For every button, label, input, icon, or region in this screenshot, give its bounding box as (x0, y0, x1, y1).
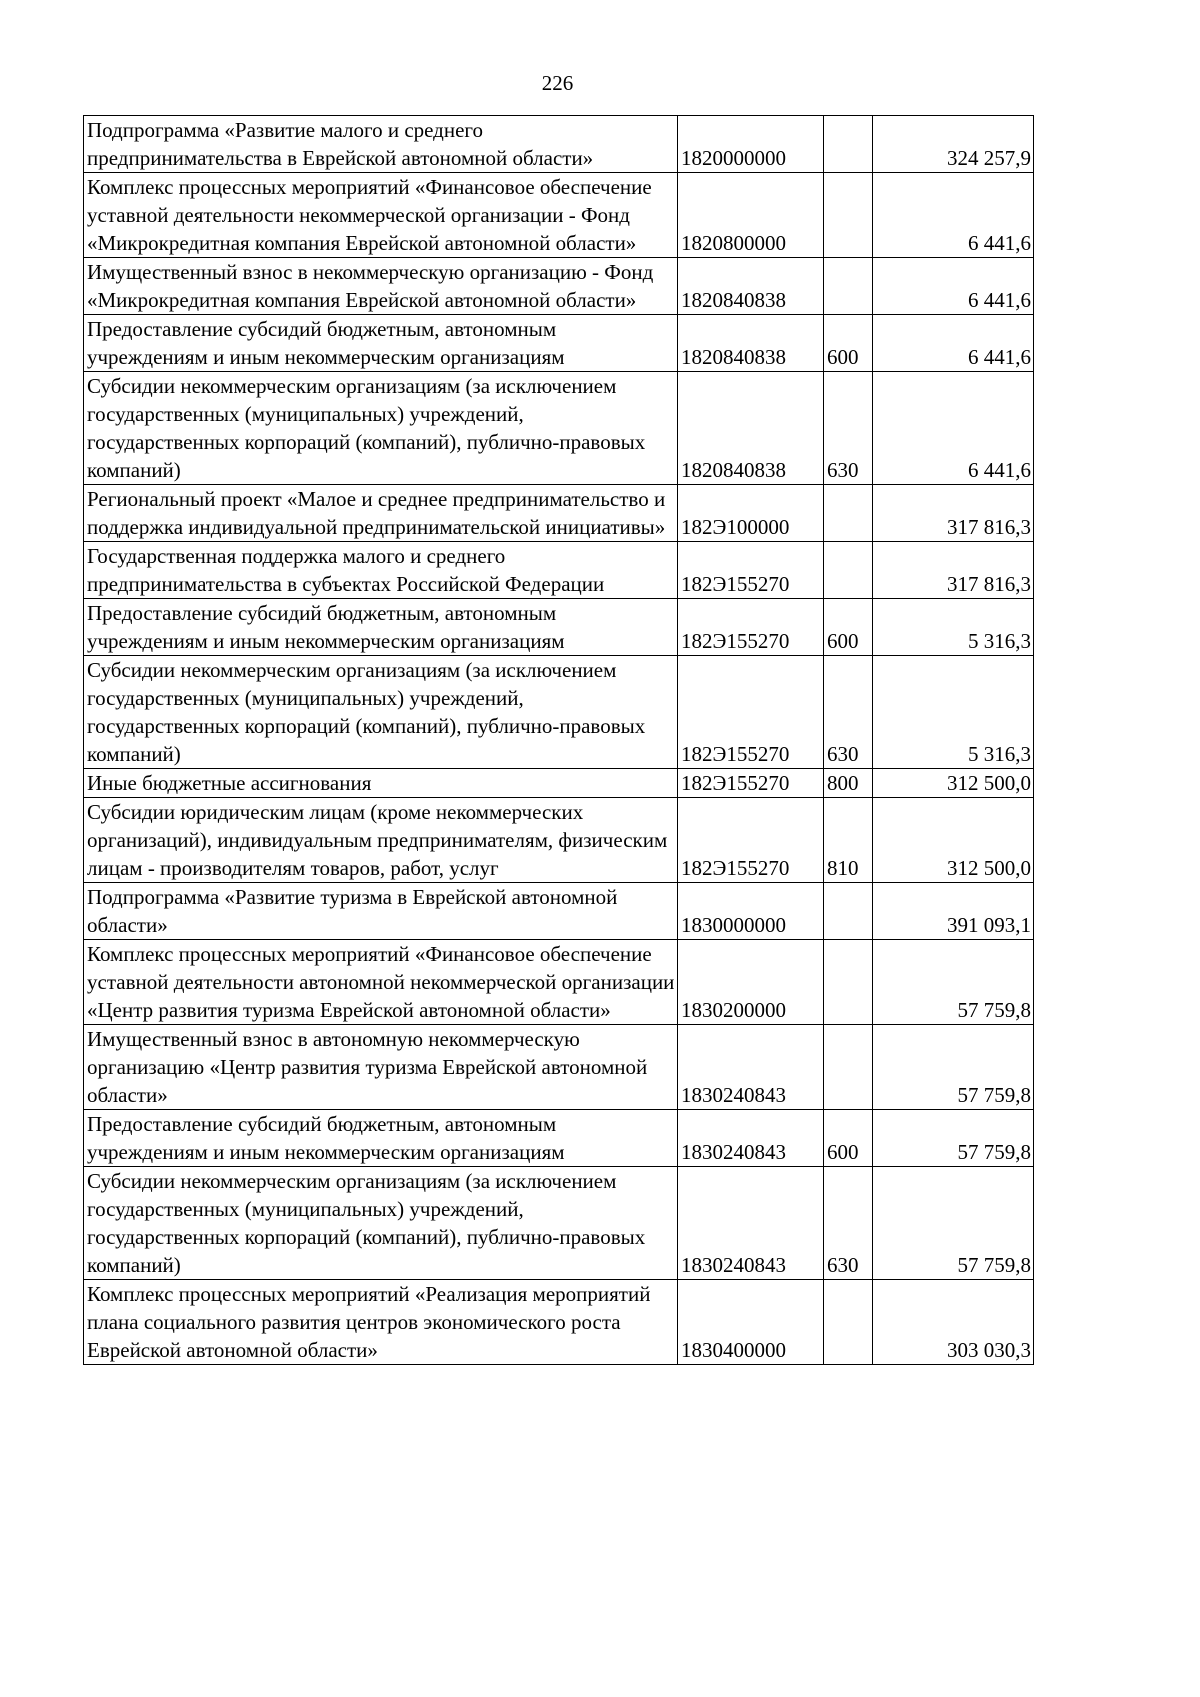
row-code: 182Э155270 (678, 656, 824, 769)
row-expense-type (824, 258, 873, 315)
table-row (84, 1167, 1034, 1280)
row-expense-type: 800 (824, 769, 873, 798)
table-row (84, 599, 1034, 656)
table-row (84, 173, 1034, 258)
row-code: 182Э155270 (678, 798, 824, 883)
row-code: 1830240843 (678, 1110, 824, 1167)
row-expense-type (824, 883, 873, 940)
row-name: Подпрограмма «Развитие туризма в Еврейской автономной области» (84, 883, 678, 940)
table-row (84, 940, 1034, 1025)
row-name: Предоставление субсидий бюджетным, автономным учреждениям и иным некоммерческим организациям (84, 315, 678, 372)
table-row (84, 798, 1034, 883)
row-name: Предоставление субсидий бюджетным, автономным учреждениям и иным некоммерческим организациям (84, 1110, 678, 1167)
row-amount: 6 441,6 (873, 173, 1034, 258)
row-name: Субсидии юридическим лицам (кроме некоммерческих организаций), индивидуальным предпринимателям, физическим лицам - производителям товаров, работ, услуг (84, 798, 678, 883)
row-amount: 324 257,9 (873, 116, 1034, 173)
row-amount: 57 759,8 (873, 1110, 1034, 1167)
row-name: Комплекс процессных мероприятий «Финансовое обеспечение уставной деятельности некоммерческой организации - Фонд «Микрокредитная компания Еврейской автономной области» (84, 173, 678, 258)
row-amount: 5 316,3 (873, 656, 1034, 769)
row-name: Субсидии некоммерческим организациям (за исключением государственных (муниципальных) учреждений, государственных корпораций (компаний), публично-правовых компаний) (84, 656, 678, 769)
row-name: Предоставление субсидий бюджетным, автономным учреждениям и иным некоммерческим организациям (84, 599, 678, 656)
row-code: 1820840838 (678, 258, 824, 315)
row-name: Имущественный взнос в некоммерческую организацию - Фонд «Микрокредитная компания Еврейской автономной области» (84, 258, 678, 315)
table-row (84, 542, 1034, 599)
row-amount: 5 316,3 (873, 599, 1034, 656)
row-code: 1830200000 (678, 940, 824, 1025)
row-code: 182Э155270 (678, 542, 824, 599)
row-amount: 317 816,3 (873, 485, 1034, 542)
row-name: Комплекс процессных мероприятий «Финансовое обеспечение уставной деятельности автономной некоммерческой организации «Центр развития туризма Еврейской автономной области» (84, 940, 678, 1025)
row-name: Комплекс процессных мероприятий «Реализация мероприятий плана социального развития центров экономического роста Еврейской автономной области» (84, 1280, 678, 1365)
row-amount: 6 441,6 (873, 315, 1034, 372)
row-name: Иные бюджетные ассигнования (84, 769, 678, 798)
row-expense-type: 630 (824, 372, 873, 485)
row-amount: 57 759,8 (873, 1167, 1034, 1280)
row-expense-type (824, 940, 873, 1025)
table-row (84, 258, 1034, 315)
row-amount: 6 441,6 (873, 258, 1034, 315)
row-code: 1830240843 (678, 1025, 824, 1110)
row-code: 1820840838 (678, 372, 824, 485)
row-expense-type (824, 1280, 873, 1365)
row-expense-type (824, 542, 873, 599)
row-name: Субсидии некоммерческим организациям (за исключением государственных (муниципальных) учреждений, государственных корпораций (компаний), публично-правовых компаний) (84, 1167, 678, 1280)
table-row (84, 1110, 1034, 1167)
row-code: 182Э155270 (678, 769, 824, 798)
row-expense-type: 630 (824, 656, 873, 769)
budget-table-body (84, 116, 1034, 1365)
row-name: Региональный проект «Малое и среднее предпринимательство и поддержка индивидуальной предпринимательской инициативы» (84, 485, 678, 542)
row-code: 182Э100000 (678, 485, 824, 542)
row-amount: 6 441,6 (873, 372, 1034, 485)
table-row (84, 1280, 1034, 1365)
table-row (84, 116, 1034, 173)
row-expense-type (824, 1025, 873, 1110)
page-number: 226 (541, 71, 574, 95)
row-expense-type: 600 (824, 1110, 873, 1167)
row-expense-type: 600 (824, 599, 873, 656)
table-row (84, 485, 1034, 542)
row-amount: 57 759,8 (873, 940, 1034, 1025)
row-amount: 317 816,3 (873, 542, 1034, 599)
table-row (84, 656, 1034, 769)
row-name: Имущественный взнос в автономную некоммерческую организацию «Центр развития туризма Еврейской автономной области» (84, 1025, 678, 1110)
row-expense-type (824, 173, 873, 258)
row-code: 1820840838 (678, 315, 824, 372)
row-name: Субсидии некоммерческим организациям (за исключением государственных (муниципальных) учреждений, государственных корпораций (компаний), публично-правовых компаний) (84, 372, 678, 485)
budget-table (83, 115, 1034, 1365)
table-row (84, 315, 1034, 372)
row-amount: 57 759,8 (873, 1025, 1034, 1110)
table-row (84, 883, 1034, 940)
row-name: Подпрограмма «Развитие малого и среднего предпринимательства в Еврейской автономной области» (84, 116, 678, 173)
row-amount: 312 500,0 (873, 769, 1034, 798)
row-expense-type (824, 116, 873, 173)
row-code: 182Э155270 (678, 599, 824, 656)
row-code: 1820000000 (678, 116, 824, 173)
row-amount: 303 030,3 (873, 1280, 1034, 1365)
row-expense-type: 600 (824, 315, 873, 372)
row-code: 1820800000 (678, 173, 824, 258)
row-name: Государственная поддержка малого и среднего предпринимательства в субъектах Российской Федерации (84, 542, 678, 599)
row-code: 1830240843 (678, 1167, 824, 1280)
table-row (84, 769, 1034, 798)
row-amount: 312 500,0 (873, 798, 1034, 883)
table-row (84, 1025, 1034, 1110)
row-expense-type (824, 485, 873, 542)
row-expense-type: 810 (824, 798, 873, 883)
row-amount: 391 093,1 (873, 883, 1034, 940)
table-row (84, 372, 1034, 485)
row-code: 1830400000 (678, 1280, 824, 1365)
row-code: 1830000000 (678, 883, 824, 940)
row-expense-type: 630 (824, 1167, 873, 1280)
